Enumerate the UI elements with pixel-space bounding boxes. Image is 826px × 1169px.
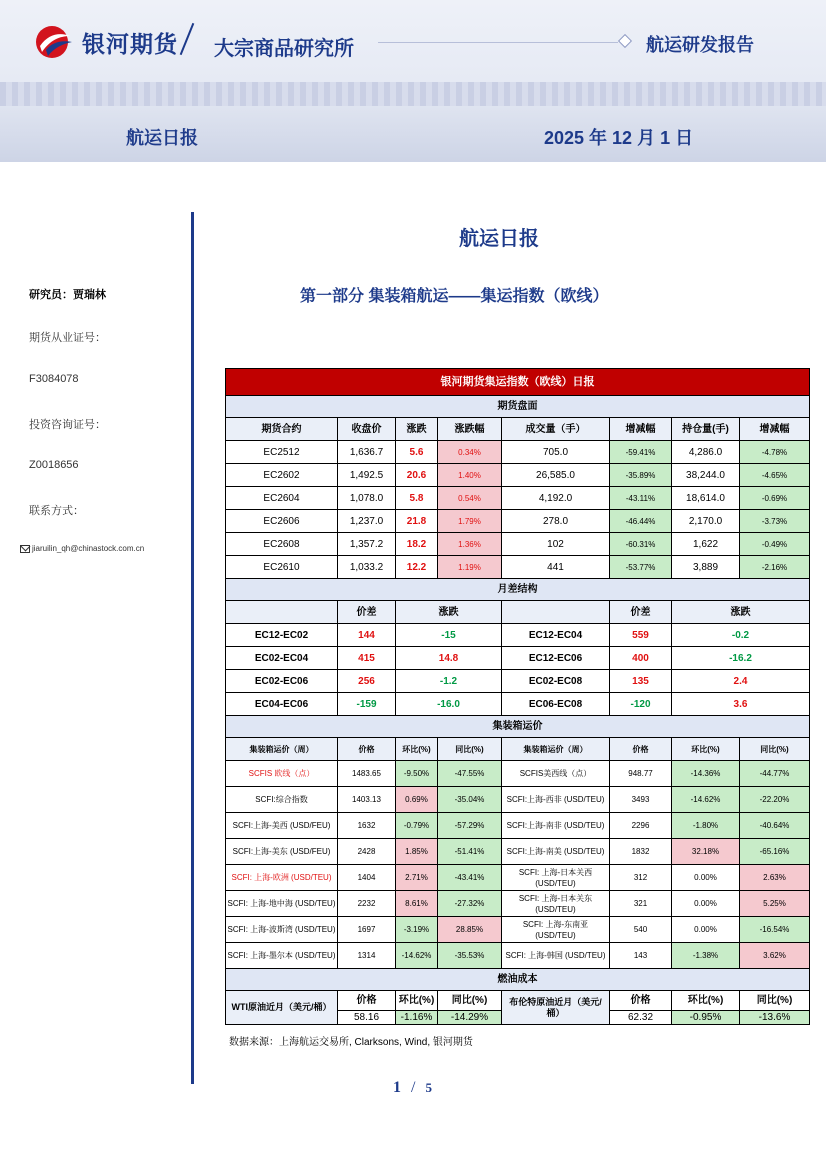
license-number: F3084078 xyxy=(29,373,79,385)
freight-cell: 540 xyxy=(610,917,672,943)
freight-cell: SCFI:上海-南非 (USD/TEU) xyxy=(502,813,610,839)
brent-yoy: -13.6% xyxy=(740,1011,810,1025)
futures-header-cell: 涨跌幅 xyxy=(438,418,502,441)
part-title: 第一部分 集装箱航运——集运指数（欧线） xyxy=(300,288,609,305)
fuel-header-price-2: 价格 xyxy=(610,991,672,1011)
report-date: 2025 年 12 月 1 日 xyxy=(544,128,694,148)
email-address[interactable]: jiaruilin_qh@chinastock.com.cn xyxy=(32,544,145,553)
spread-header-row xyxy=(226,601,810,624)
freight-cell: SCFI: 上海-日本关东 (USD/TEU) xyxy=(502,891,610,917)
freight-cell: 8.61% xyxy=(396,891,438,917)
freight-cell: SCFI:上海-南美 (USD/TEU) xyxy=(502,839,610,865)
section-spread: 月差结构 xyxy=(226,579,810,601)
spread-cell: -15 xyxy=(396,624,502,647)
futures-cell: -43.11% xyxy=(610,487,672,510)
futures-cell: EC2604 xyxy=(226,487,338,510)
wti-yoy: -14.29% xyxy=(438,1011,502,1025)
freight-row xyxy=(226,917,810,943)
spread-cell: EC02-EC04 xyxy=(226,647,338,670)
freight-cell: 312 xyxy=(610,865,672,891)
spread-cell: 559 xyxy=(610,624,672,647)
spread-cell: 2.4 xyxy=(672,670,810,693)
subheader-title: 航运日报 xyxy=(126,128,198,148)
freight-cell: SCFI: 上海-东南亚 (USD/TEU) xyxy=(502,917,610,943)
freight-body xyxy=(226,761,810,969)
futures-cell: 1,636.7 xyxy=(338,441,396,464)
futures-row xyxy=(226,441,810,464)
futures-cell: EC2610 xyxy=(226,556,338,579)
freight-cell: -16.54% xyxy=(740,917,810,943)
page-total: 5 xyxy=(425,1080,432,1095)
futures-cell: -0.69% xyxy=(740,487,810,510)
freight-cell: 321 xyxy=(610,891,672,917)
spread-cell: EC12-EC04 xyxy=(502,624,610,647)
futures-cell: 1,033.2 xyxy=(338,556,396,579)
section-freight: 集装箱运价 xyxy=(226,716,810,738)
brent-label: 布伦特原油近月（美元/桶） xyxy=(502,991,610,1025)
fuel-header-mom-2: 环比(%) xyxy=(672,991,740,1011)
freight-cell: SCFIS美西线（点） xyxy=(502,761,610,787)
freight-cell: -14.62% xyxy=(396,943,438,969)
freight-cell: -3.19% xyxy=(396,917,438,943)
galaxy-logo-icon xyxy=(34,24,74,60)
spread-header-blank xyxy=(226,601,338,624)
spread-row xyxy=(226,670,810,693)
spread-header-price: 价差 xyxy=(338,601,396,624)
freight-header-cell: 环比(%) xyxy=(672,738,740,761)
brent-mom: -0.95% xyxy=(672,1011,740,1025)
futures-row xyxy=(226,464,810,487)
spread-cell: EC02-EC06 xyxy=(226,670,338,693)
freight-cell: 2.71% xyxy=(396,865,438,891)
freight-cell: SCFI:上海-西非 (USD/TEU) xyxy=(502,787,610,813)
freight-header-cell: 环比(%) xyxy=(396,738,438,761)
futures-cell: 3,889 xyxy=(672,556,740,579)
freight-cell: 143 xyxy=(610,943,672,969)
spread-cell: -120 xyxy=(610,693,672,716)
spread-row xyxy=(226,647,810,670)
spread-row xyxy=(226,693,810,716)
license-label: 期货从业证号： xyxy=(29,332,106,344)
futures-cell: -0.49% xyxy=(740,533,810,556)
freight-header-cell: 价格 xyxy=(338,738,396,761)
futures-cell: 5.8 xyxy=(396,487,438,510)
header-stripes xyxy=(0,82,826,106)
futures-cell: 1,622 xyxy=(672,533,740,556)
futures-cell: 705.0 xyxy=(502,441,610,464)
freight-cell: SCFI:上海-美西 (USD/FEU) xyxy=(226,813,338,839)
spread-cell: 400 xyxy=(610,647,672,670)
futures-cell: 1.40% xyxy=(438,464,502,487)
brent-price: 62.32 xyxy=(610,1011,672,1025)
freight-cell: 0.00% xyxy=(672,917,740,943)
page-separator: / xyxy=(411,1079,416,1096)
futures-row xyxy=(226,487,810,510)
spread-cell: EC12-EC02 xyxy=(226,624,338,647)
futures-cell: 1.36% xyxy=(438,533,502,556)
futures-cell: -46.44% xyxy=(610,510,672,533)
freight-header-cell: 价格 xyxy=(610,738,672,761)
futures-header-cell: 持仓量(手) xyxy=(672,418,740,441)
page-number: 1 xyxy=(393,1079,401,1096)
freight-cell: -0.79% xyxy=(396,813,438,839)
freight-cell: 0.69% xyxy=(396,787,438,813)
spread-header-change-2: 涨跌 xyxy=(672,601,810,624)
envelope-icon xyxy=(20,545,30,553)
futures-cell: 4,192.0 xyxy=(502,487,610,510)
fuel-header-mom: 环比(%) xyxy=(396,991,438,1011)
freight-cell: 5.25% xyxy=(740,891,810,917)
freight-cell: SCFI: 上海-波斯湾 (USD/TEU) xyxy=(226,917,338,943)
freight-cell: SCFIS 欧线（点） xyxy=(226,761,338,787)
spread-cell: 144 xyxy=(338,624,396,647)
futures-cell: 1.79% xyxy=(438,510,502,533)
spread-cell: 135 xyxy=(610,670,672,693)
freight-row xyxy=(226,787,810,813)
freight-cell: SCFI:综合指数 xyxy=(226,787,338,813)
freight-cell: 0.00% xyxy=(672,865,740,891)
futures-cell: -4.78% xyxy=(740,441,810,464)
spread-header-change: 涨跌 xyxy=(396,601,502,624)
freight-cell: 2296 xyxy=(610,813,672,839)
freight-cell: SCFI: 上海-欧洲 (USD/TEU) xyxy=(226,865,338,891)
freight-cell: 948.77 xyxy=(610,761,672,787)
freight-cell: -9.50% xyxy=(396,761,438,787)
spread-cell: 14.8 xyxy=(396,647,502,670)
futures-cell: 26,585.0 xyxy=(502,464,610,487)
advisory-number: Z0018656 xyxy=(29,459,79,471)
freight-cell: 2232 xyxy=(338,891,396,917)
futures-cell: 0.54% xyxy=(438,487,502,510)
futures-header-cell: 增减幅 xyxy=(610,418,672,441)
freight-cell: SCFI: 上海-韩国 (USD/TEU) xyxy=(502,943,610,969)
futures-cell: -35.89% xyxy=(610,464,672,487)
futures-cell: 4,286.0 xyxy=(672,441,740,464)
spread-row xyxy=(226,624,810,647)
futures-cell: 5.6 xyxy=(396,441,438,464)
fuel-header-row xyxy=(226,991,810,1011)
futures-cell: 1.19% xyxy=(438,556,502,579)
header-divider xyxy=(378,42,618,43)
freight-cell: SCFI: 上海-地中海 (USD/TEU) xyxy=(226,891,338,917)
futures-row xyxy=(226,510,810,533)
freight-cell: -35.04% xyxy=(438,787,502,813)
subheader-band xyxy=(0,106,826,162)
spread-cell: EC12-EC06 xyxy=(502,647,610,670)
researcher: 研究员：贾瑞林 xyxy=(29,289,106,301)
freight-cell: 32.18% xyxy=(672,839,740,865)
freight-row xyxy=(226,813,810,839)
freight-cell: 1832 xyxy=(610,839,672,865)
futures-cell: -60.31% xyxy=(610,533,672,556)
futures-cell: -53.77% xyxy=(610,556,672,579)
futures-cell: 1,078.0 xyxy=(338,487,396,510)
freight-cell: 2.63% xyxy=(740,865,810,891)
freight-cell: 3493 xyxy=(610,787,672,813)
spread-cell: -16.2 xyxy=(672,647,810,670)
freight-header-cell: 同比(%) xyxy=(438,738,502,761)
freight-cell: -22.20% xyxy=(740,787,810,813)
freight-header-cell: 同比(%) xyxy=(740,738,810,761)
freight-cell: SCFI: 上海-日本关西 (USD/TEU) xyxy=(502,865,610,891)
spread-header-blank-2 xyxy=(502,601,610,624)
wti-label: WTI原油近月（美元/桶） xyxy=(226,991,338,1025)
futures-cell: 21.8 xyxy=(396,510,438,533)
freight-cell: 1404 xyxy=(338,865,396,891)
freight-cell: 1.85% xyxy=(396,839,438,865)
spread-cell: -159 xyxy=(338,693,396,716)
futures-cell: 20.6 xyxy=(396,464,438,487)
contact-label: 联系方式： xyxy=(29,505,84,517)
spread-cell: 3.6 xyxy=(672,693,810,716)
spread-cell: -0.2 xyxy=(672,624,810,647)
data-source: 数据来源：上海航运交易所, Clarksons, Wind, 银河期货 xyxy=(229,1037,473,1048)
freight-row xyxy=(226,865,810,891)
freight-cell: 1697 xyxy=(338,917,396,943)
futures-body xyxy=(226,441,810,579)
freight-row xyxy=(226,839,810,865)
spread-cell: -1.2 xyxy=(396,670,502,693)
freight-cell: -14.62% xyxy=(672,787,740,813)
futures-header-cell: 涨跌 xyxy=(396,418,438,441)
futures-cell: -4.65% xyxy=(740,464,810,487)
futures-cell: 2,170.0 xyxy=(672,510,740,533)
futures-header-cell: 增减幅 xyxy=(740,418,810,441)
section-fuel: 燃油成本 xyxy=(226,969,810,991)
freight-cell: -1.80% xyxy=(672,813,740,839)
freight-cell: -51.41% xyxy=(438,839,502,865)
spread-body xyxy=(226,624,810,716)
sidebar-divider xyxy=(191,212,194,1084)
freight-header-cell: 集装箱运价（周） xyxy=(502,738,610,761)
institute-name: 大宗商品研究所 xyxy=(214,38,354,60)
futures-row xyxy=(226,556,810,579)
futures-cell: 1,357.2 xyxy=(338,533,396,556)
wti-price: 58.16 xyxy=(338,1011,396,1025)
freight-cell: -1.38% xyxy=(672,943,740,969)
freight-cell: 0.00% xyxy=(672,891,740,917)
main-title: 航运日报 xyxy=(459,228,539,250)
daily-table xyxy=(225,368,809,1025)
section-futures: 期货盘面 xyxy=(226,396,810,418)
freight-cell: -40.64% xyxy=(740,813,810,839)
freight-cell: SCFI:上海-美东 (USD/FEU) xyxy=(226,839,338,865)
freight-cell: 28.85% xyxy=(438,917,502,943)
wti-mom: -1.16% xyxy=(396,1011,438,1025)
freight-cell: -47.55% xyxy=(438,761,502,787)
futures-header-cell: 成交量（手） xyxy=(502,418,610,441)
futures-cell: 18,614.0 xyxy=(672,487,740,510)
freight-cell: -43.41% xyxy=(438,865,502,891)
spread-cell: EC06-EC08 xyxy=(502,693,610,716)
freight-cell: -14.36% xyxy=(672,761,740,787)
freight-cell: -44.77% xyxy=(740,761,810,787)
spread-cell: -16.0 xyxy=(396,693,502,716)
futures-cell: EC2608 xyxy=(226,533,338,556)
futures-cell: 38,244.0 xyxy=(672,464,740,487)
futures-cell: EC2512 xyxy=(226,441,338,464)
freight-header-cell: 集装箱运价（周） xyxy=(226,738,338,761)
futures-cell: 18.2 xyxy=(396,533,438,556)
fuel-header-yoy: 同比(%) xyxy=(438,991,502,1011)
futures-cell: -2.16% xyxy=(740,556,810,579)
freight-cell: -27.32% xyxy=(438,891,502,917)
freight-cell: 1632 xyxy=(338,813,396,839)
freight-row xyxy=(226,943,810,969)
freight-cell: -35.53% xyxy=(438,943,502,969)
futures-cell: 12.2 xyxy=(396,556,438,579)
freight-cell: 1403.13 xyxy=(338,787,396,813)
fuel-header-yoy-2: 同比(%) xyxy=(740,991,810,1011)
freight-cell: 2428 xyxy=(338,839,396,865)
futures-cell: 1,492.5 xyxy=(338,464,396,487)
freight-row xyxy=(226,761,810,787)
report-type: 航运研发报告 xyxy=(646,35,754,55)
spread-cell: 256 xyxy=(338,670,396,693)
table-title: 银河期货集运指数（欧线）日报 xyxy=(226,369,810,396)
spread-cell: 415 xyxy=(338,647,396,670)
futures-header-cell: 收盘价 xyxy=(338,418,396,441)
futures-cell: 441 xyxy=(502,556,610,579)
brand-name: 银河期货 xyxy=(82,31,178,57)
futures-cell: 1,237.0 xyxy=(338,510,396,533)
spread-cell: EC02-EC08 xyxy=(502,670,610,693)
page-indicator xyxy=(393,1079,432,1097)
advisory-label: 投资咨询证号： xyxy=(29,419,106,431)
fuel-header-price: 价格 xyxy=(338,991,396,1011)
futures-row xyxy=(226,533,810,556)
email-contact[interactable] xyxy=(20,544,144,553)
freight-cell: SCFI: 上海-墨尔本 (USD/TEU) xyxy=(226,943,338,969)
freight-cell: 3.62% xyxy=(740,943,810,969)
freight-cell: 1483.65 xyxy=(338,761,396,787)
freight-cell: 1314 xyxy=(338,943,396,969)
futures-cell: EC2602 xyxy=(226,464,338,487)
freight-row xyxy=(226,891,810,917)
futures-cell: -3.73% xyxy=(740,510,810,533)
freight-cell: -57.29% xyxy=(438,813,502,839)
futures-cell: EC2606 xyxy=(226,510,338,533)
freight-header-row xyxy=(226,738,810,761)
spread-cell: EC04-EC06 xyxy=(226,693,338,716)
futures-cell: 0.34% xyxy=(438,441,502,464)
futures-cell: 102 xyxy=(502,533,610,556)
futures-cell: -59.41% xyxy=(610,441,672,464)
freight-cell: -65.16% xyxy=(740,839,810,865)
futures-header-row xyxy=(226,418,810,441)
futures-cell: 278.0 xyxy=(502,510,610,533)
spread-header-price-2: 价差 xyxy=(610,601,672,624)
futures-header-cell: 期货合约 xyxy=(226,418,338,441)
